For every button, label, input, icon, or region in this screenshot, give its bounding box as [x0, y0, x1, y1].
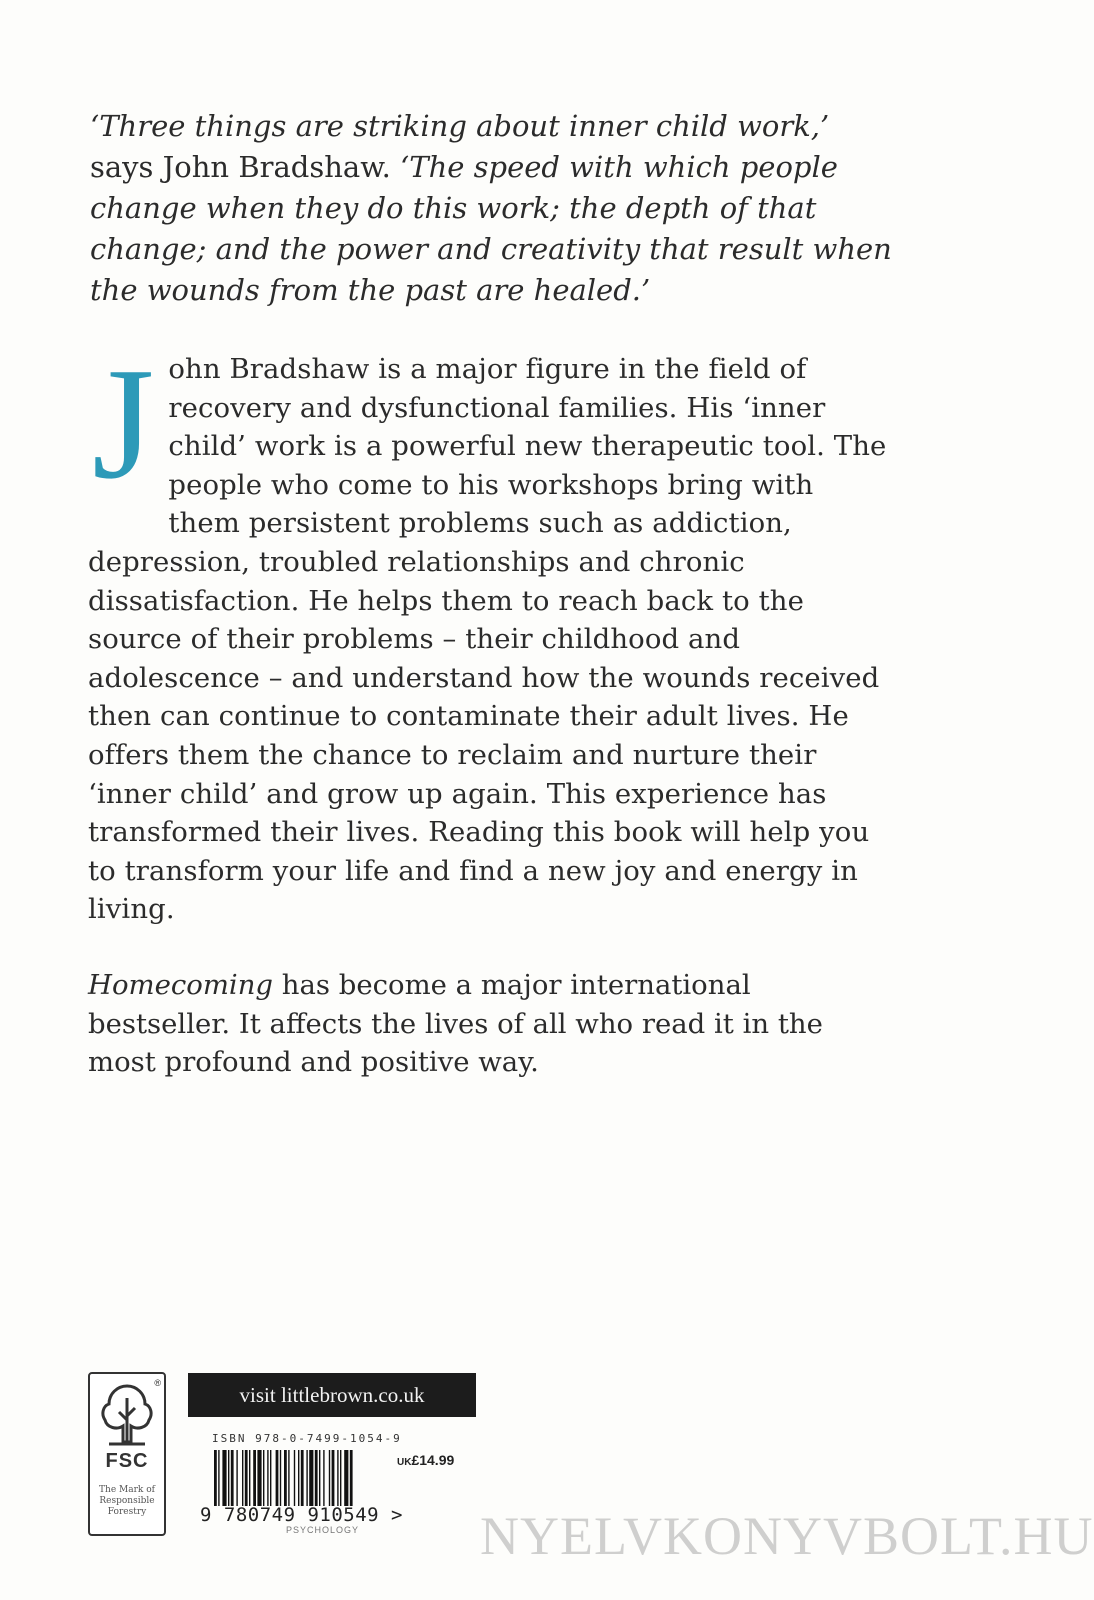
- watermark: NYELVKONYVBOLT.HU: [480, 1506, 1094, 1566]
- registered-mark: ®: [154, 1378, 161, 1388]
- quote-part-2: ‘The speed with which people change when they do this work; the depth of that change; and the power and creativity that result when the wounds from the past are healed.’: [90, 150, 892, 307]
- publisher-url-banner: [188, 1373, 476, 1417]
- fsc-logo: [88, 1372, 166, 1536]
- fsc-tagline: The Mark of Responsible Forestry: [99, 1485, 155, 1517]
- publisher-url: visit littlebrown.co.uk: [239, 1383, 425, 1407]
- barcode-icon: [214, 1450, 392, 1506]
- closing-paragraph: [88, 966, 898, 1082]
- author-description: [88, 334, 888, 929]
- closing-text: has become a major international bestseller. It affects the lives of all who read it in the most profound and positive way.: [88, 969, 823, 1079]
- quote-part-1: ‘Three things are striking about inner child work,’: [90, 109, 830, 143]
- back-cover-quote: [90, 106, 910, 311]
- quote-attribution: says John Bradshaw.: [90, 150, 391, 184]
- price-region: UK: [397, 1457, 412, 1468]
- drop-cap: J: [92, 334, 155, 512]
- barcode-block: [200, 1424, 490, 1544]
- fsc-tree-icon: [99, 1382, 155, 1448]
- book-title: Homecoming: [88, 969, 274, 1001]
- ean-digits: 9 780749 910549 >: [200, 1504, 403, 1526]
- isbn-number: ISBN 978-0-7499-1054-9: [212, 1432, 402, 1445]
- author-description-text: ohn Bradshaw is a major figure in the field of recovery and dysfunctional families. His ‘inner child’ work is a powerful new therapeutic tool. The people who come to his workshops bring with them persistent problems such as addiction, depression, troubled relationships and chronic dissatisfaction. He helps them to reach back to the source of their problems – their childhood and adolescence – and understand how the wounds received then can continue to contaminate their adult lives. He offers them the chance to reclaim and nurture their ‘inner child’ and grow up again. This experience has transformed their lives. Reading this book will help you to transform your life and find a new joy and energy in living.: [88, 353, 887, 926]
- price: [397, 1452, 454, 1468]
- fsc-label: FSC: [105, 1450, 149, 1472]
- book-category: PSYCHOLOGY: [286, 1525, 360, 1535]
- price-value: £14.99: [411, 1452, 455, 1468]
